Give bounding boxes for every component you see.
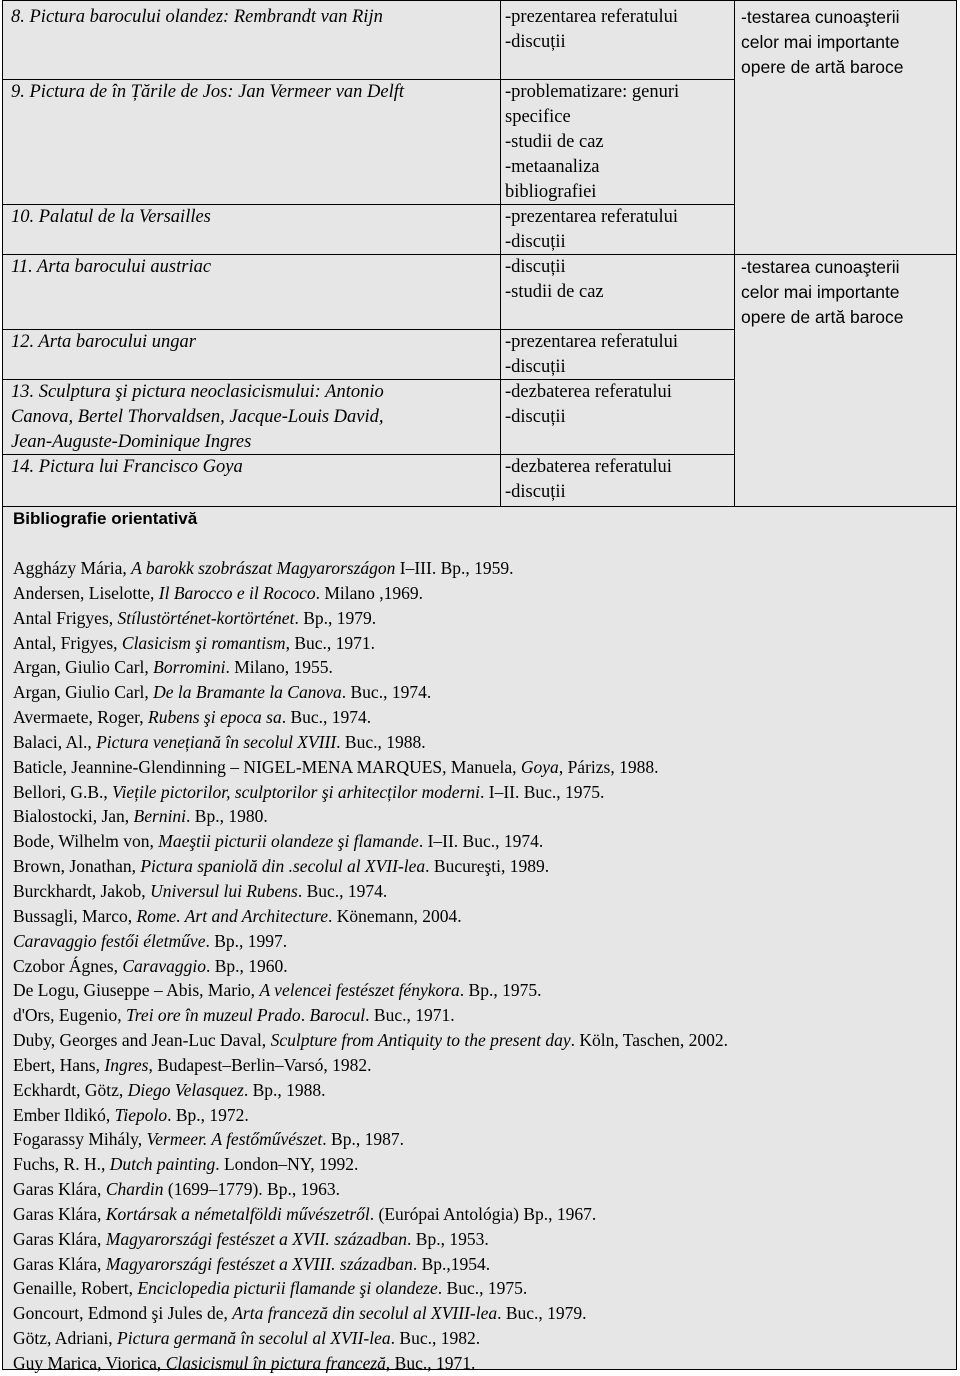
- bibliography-entry: Duby, Georges and Jean-Luc Daval, Sculpture from Antiquity to the present day. Köln, Taschen, 2002.: [13, 1030, 728, 1051]
- bibliography-entry: Goncourt, Edmond şi Jules de, Arta franceză din secolul al XVIII-lea. Buc., 1979.: [13, 1303, 587, 1324]
- bibliography-entry: Genaille, Robert, Enciclopedia picturii flamande şi olandeze. Buc., 1975.: [13, 1278, 528, 1299]
- bibliography-entry: Avermaete, Roger, Rubens şi epoca sa. Buc., 1974.: [13, 707, 372, 728]
- bibliography-entry: Bellori, G.B., Viețile pictorilor, sculptorilor şi arhitecților moderni. I–II. Buc., 1975.: [13, 781, 605, 802]
- course-methods: -dezbaterea referatului -discuții: [505, 382, 672, 427]
- course-methods: -prezentarea referatului -discuții: [505, 207, 679, 252]
- bibliography-entry: Bode, Wilhelm von, Maeştii picturii olandeze şi flamande. I–II. Buc., 1974.: [13, 831, 544, 852]
- bibliography-entry: Garas Klára, Magyarországi festészet a XVII. században. Bp., 1953.: [13, 1228, 489, 1249]
- course-title: 11. Arta barocului austriac: [11, 257, 212, 277]
- bibliography-entry: Balaci, Al., Pictura venețiană în secolul XVIII. Buc., 1988.: [13, 731, 426, 752]
- bibliography-entry: Czobor Ágnes, Caravaggio. Bp., 1960.: [13, 955, 288, 976]
- course-title: 8. Pictura barocului olandez: Rembrandt van Rijn: [11, 7, 383, 27]
- bibliography-entry: Garas Klára, Kortársak a németalföldi művészetről. (Európai Antológia) Bp., 1967.: [13, 1203, 597, 1224]
- course-title: 12. Arta barocului ungar: [11, 332, 197, 352]
- bibliography-entry: d'Ors, Eugenio, Trei ore în muzeul Prado. Barocul. Buc., 1971.: [13, 1005, 455, 1026]
- course-methods: -problematizare: genuri specifice -studii de caz -metaanaliza bibliografiei: [505, 82, 680, 202]
- bibliography-entry: Eckhardt, Götz, Diego Velasquez. Bp., 1988.: [13, 1079, 326, 1100]
- bibliography-entry: Baticle, Jeannine-Glendinning – NIGEL-MENA MARQUES, Manuela, Goya, Párizs, 1988.: [13, 756, 659, 777]
- bibliography-entry: Garas Klára, Magyarországi festészet a XVIII. században. Bp.,1954.: [13, 1253, 491, 1274]
- course-methods: -prezentarea referatului -discuții: [505, 332, 679, 377]
- bibliography-entry: Ember Ildikó, Tiepolo. Bp., 1972.: [13, 1104, 249, 1125]
- bibliography-entry: Garas Klára, Chardin (1699–1779). Bp., 1963.: [13, 1179, 340, 1200]
- bibliography-entry: Fogarassy Mihály, Vermeer. A festőművészet. Bp., 1987.: [13, 1129, 404, 1150]
- bibliography-entry: Caravaggio festői életműve. Bp., 1997.: [13, 930, 288, 951]
- bibliography-entry: Argan, Giulio Carl, Borromini. Milano, 1955.: [13, 657, 333, 678]
- bibliography-entry: Antal Frigyes, Stílustörténet-kortörténet. Bp., 1979.: [13, 607, 377, 628]
- evaluation-text: -testarea cunoaşterii celor mai importante opere de artă baroce: [741, 7, 904, 77]
- course-title: 14. Pictura lui Francisco Goya: [11, 457, 243, 477]
- bibliography-entry: Aggházy Mária, A barokk szobrászat Magyarországon I–III. Bp., 1959.: [13, 558, 514, 578]
- bibliography-heading: Bibliografie orientativă: [13, 509, 198, 528]
- bibliography-entry: Ebert, Hans, Ingres, Budapest–Berlin–Varsó, 1982.: [13, 1054, 372, 1075]
- course-methods: -discuții -studii de caz: [505, 257, 604, 302]
- bibliography-entry: Guy Marica, Viorica, Clasicismul în pictura franceză, Buc., 1971.: [13, 1353, 476, 1373]
- course-title: 10. Palatul de la Versailles: [11, 207, 211, 227]
- bibliography-entry: Götz, Adriani, Pictura germană în secolul al XVII-lea. Buc., 1982.: [13, 1328, 481, 1349]
- course-title: 13. Sculptura şi pictura neoclasicismului: Antonio Canova, Bertel Thorvaldsen, Jacque-Louis David, Jean-Auguste-Dominique Ingres: [11, 382, 384, 452]
- bibliography-entry: De Logu, Giuseppe – Abis, Mario, A velencei festészet fénykora. Bp., 1975.: [13, 980, 542, 1001]
- course-methods: -prezentarea referatului -discuții: [505, 7, 679, 52]
- bibliography-list: [13, 556, 953, 1376]
- bibliography-entry: Andersen, Liselotte, Il Barocco e il Rococo. Milano ,1969.: [13, 582, 424, 603]
- bibliography-entry: Burckhardt, Jakob, Universul lui Rubens. Buc., 1974.: [13, 880, 388, 901]
- course-title: 9. Pictura de în Țările de Jos: Jan Vermeer van Delft: [11, 82, 405, 102]
- bibliography-entry: Fuchs, R. H., Dutch painting. London–NY, 1992.: [13, 1154, 359, 1175]
- bibliography-entry: Brown, Jonathan, Pictura spaniolă din .secolul al XVII-lea. Bucureşti, 1989.: [13, 856, 550, 877]
- document-page: [2, 0, 957, 1373]
- course-methods: -dezbaterea referatului -discuții: [505, 457, 672, 502]
- bibliography-entry: Bussagli, Marco, Rome. Art and Architecture. Könemann, 2004.: [13, 905, 462, 926]
- bibliography-entry: Argan, Giulio Carl, De la Bramante la Canova. Buc., 1974.: [13, 682, 432, 703]
- evaluation-text: -testarea cunoaşterii celor mai importante opere de artă baroce: [741, 257, 904, 327]
- bibliography-entry: Antal, Frigyes, Clasicism şi romantism, Buc., 1971.: [13, 632, 376, 653]
- bibliography-entry: Bialostocki, Jan, Bernini. Bp., 1980.: [13, 806, 268, 827]
